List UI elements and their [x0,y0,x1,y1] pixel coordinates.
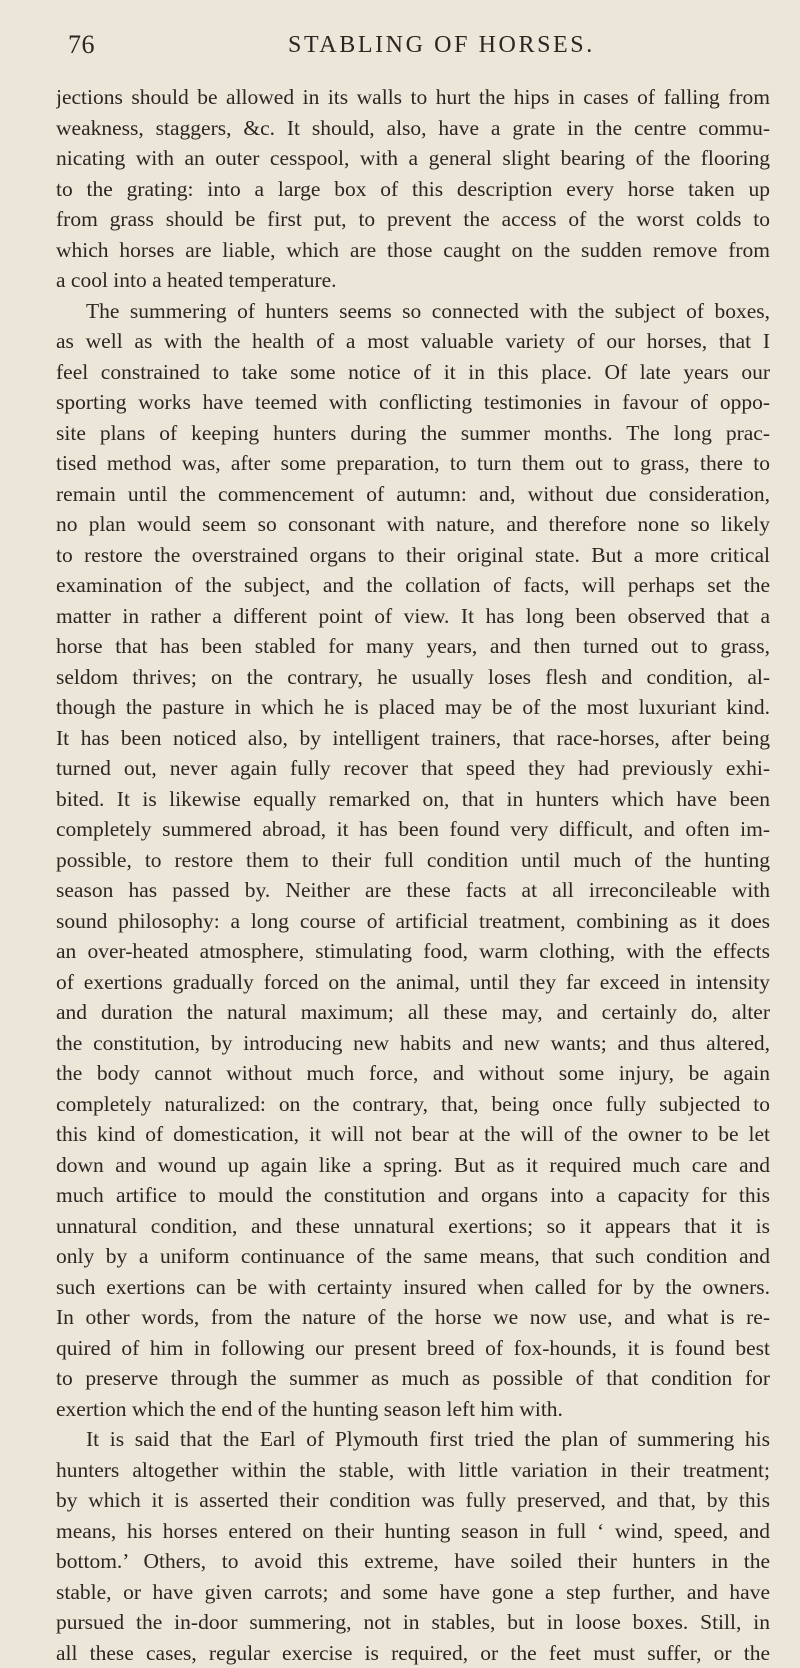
text-line: though the pasture in which he is placed may be of the most luxuriant kind. [56,692,770,723]
text-line: unnatural condition, and these unnatural exertions; so it appears that it is [56,1211,770,1242]
text-line: In other words, from the nature of the horse we now use, and what is re- [56,1302,770,1333]
text-line: from grass should be first put, to prevent the access of the worst colds to [56,204,770,235]
text-line: It has been noticed also, by intelligent trainers, that race-horses, after being [56,723,770,754]
text-line: and duration the natural maximum; all these may, and certainly do, alter [56,997,770,1028]
running-head [60,22,760,62]
text-line: down and wound up again like a spring. But as it required much care and [56,1150,770,1181]
text-line: quired of him in following our present breed of fox-hounds, it is found best [56,1333,770,1364]
text-line: It is said that the Earl of Plymouth first tried the plan of summering his [56,1424,770,1455]
text-line: means, his horses entered on their hunting season in full ‘ wind, speed, and [56,1516,770,1547]
text-line: pursued the in-door summering, not in stables, but in loose boxes. Still, in [56,1607,770,1638]
text-line: bottom.’ Others, to avoid this extreme, have soiled their hunters in the [56,1546,770,1577]
text-line: sound philosophy: a long course of artificial treatment, combining as it does [56,906,770,937]
text-line: site plans of keeping hunters during the summer months. The long prac- [56,418,770,449]
text-line: completely summered abroad, it has been found very difficult, and often im- [56,814,770,845]
text-line: exertion which the end of the hunting season left him with. [56,1394,770,1425]
text-line: of exertions gradually forced on the animal, until they far exceed in intensity [56,967,770,998]
text-line: seldom thrives; on the contrary, he usually loses flesh and condition, al- [56,662,770,693]
text-line: a cool into a heated temperature. [56,265,770,296]
page-number: 76 [68,30,95,60]
text-line: jections should be allowed in its walls to hurt the hips in cases of falling from [56,82,770,113]
text-line: season has passed by. Neither are these facts at all irreconcileable with [56,875,770,906]
text-line: completely naturalized: on the contrary, that, being once fully subjected to [56,1089,770,1120]
text-line: possible, to restore them to their full condition until much of the hunting [56,845,770,876]
text-line: tised method was, after some preparation, to turn them out to grass, there to [56,448,770,479]
text-line: no plan would seem so consonant with nature, and therefore none so likely [56,509,770,540]
text-line: weakness, staggers, &c. It should, also, have a grate in the centre commu- [56,113,770,144]
text-line: which horses are liable, which are those caught on the sudden remove from [56,235,770,266]
text-line: to restore the overstrained organs to their original state. But a more critical [56,540,770,571]
text-line: nicating with an outer cesspool, with a general slight bearing of the flooring [56,143,770,174]
text-line: The summering of hunters seems so connected with the subject of boxes, [56,296,770,327]
text-line: such exertions can be with certainty insured when called for by the owners. [56,1272,770,1303]
text-line: bited. It is likewise equally remarked on, that in hunters which have been [56,784,770,815]
text-line: hunters altogether within the stable, with little variation in their treatment; [56,1455,770,1486]
text-line: much artifice to mould the constitution and organs into a capacity for this [56,1180,770,1211]
text-line: examination of the subject, and the collation of facts, will perhaps set the [56,570,770,601]
text-line: an over-heated atmosphere, stimulating food, warm clothing, with the effects [56,936,770,967]
text-line: to preserve through the summer as much as possible of that condition for [56,1363,770,1394]
body-text [56,82,770,1668]
text-line: feel constrained to take some notice of it in this place. Of late years our [56,357,770,388]
text-line: stable, or have given carrots; and some have gone a step further, and have [56,1577,770,1608]
text-line: by which it is asserted their condition was fully preserved, and that, by this [56,1485,770,1516]
text-line: as well as with the health of a most valuable variety of our horses, that I [56,326,770,357]
text-line: the body cannot without much force, and without some injury, be again [56,1058,770,1089]
text-line: only by a uniform continuance of the same means, that such condition and [56,1241,770,1272]
text-line: to the grating: into a large box of this description every horse taken up [56,174,770,205]
text-line: remain until the commencement of autumn: and, without due consideration, [56,479,770,510]
text-line: turned out, never again fully recover that speed they had previously exhi- [56,753,770,784]
running-title: STABLING OF HORSES. [288,32,595,59]
text-line: matter in rather a different point of view. It has long been observed that a [56,601,770,632]
text-line: this kind of domestication, it will not bear at the will of the owner to be let [56,1119,770,1150]
text-line: the constitution, by introducing new habits and new wants; and thus altered, [56,1028,770,1059]
text-line: all these cases, regular exercise is required, or the feet must suffer, or the [56,1638,770,1668]
text-line: horse that has been stabled for many years, and then turned out to grass, [56,631,770,662]
text-line: sporting works have teemed with conflicting testimonies in favour of oppo- [56,387,770,418]
